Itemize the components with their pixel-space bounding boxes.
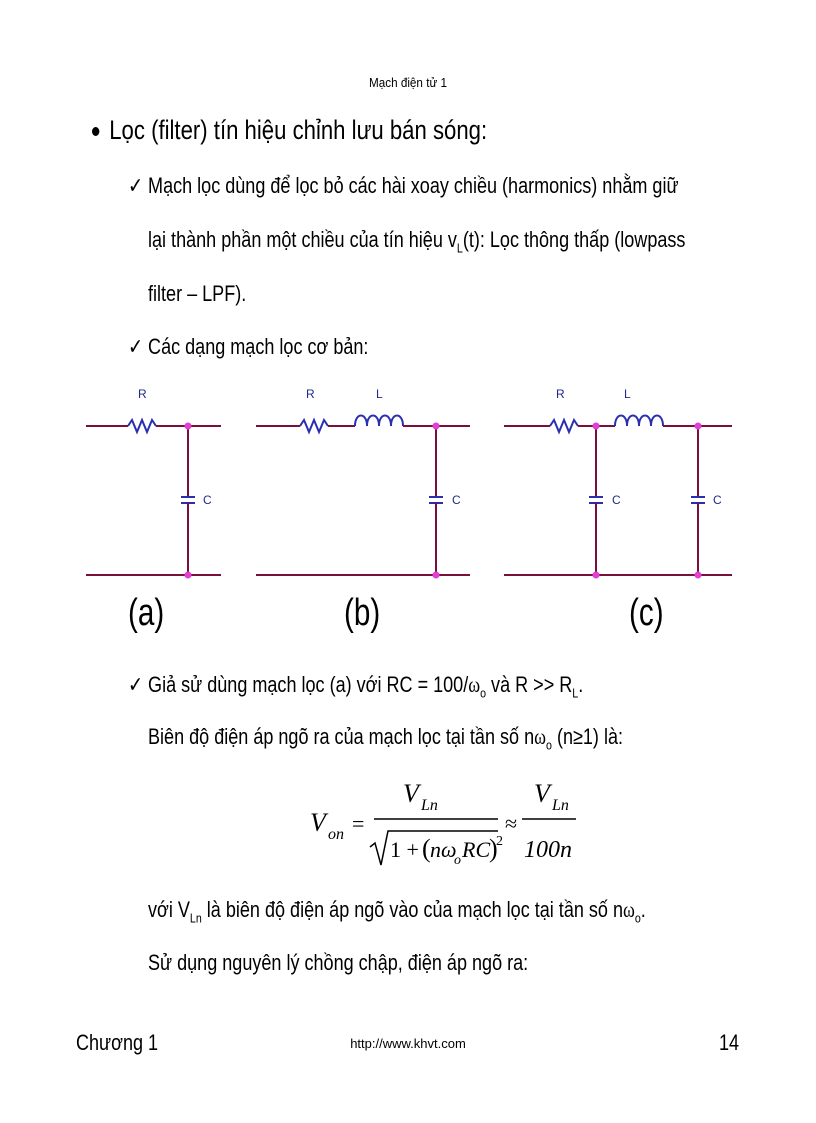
footer-page-number: 14	[719, 1030, 740, 1055]
checkmark-icon: ✓	[128, 334, 144, 359]
formula-num-V: V	[403, 779, 419, 808]
label-C-a: C	[203, 493, 212, 507]
formula-num2-Ln: Ln	[552, 797, 569, 814]
footer-chapter: Chương 1	[76, 1030, 159, 1055]
para-3-text: Sử dụng nguyên lý chồng chập, điện áp ngõ ra:	[148, 950, 529, 975]
formula-den: 100n	[524, 837, 572, 863]
para-2-text-b: là biên độ điện áp ngõ vào của mạch lọc tại tần số n	[201, 897, 623, 922]
formula-num-Ln: Ln	[421, 797, 438, 814]
para-1-text-c: 1) là:	[582, 724, 624, 749]
omega-symbol: ω	[468, 672, 481, 697]
para-1-text-b: (n	[551, 724, 573, 749]
subscript-o: o	[480, 685, 487, 701]
item-3-text-b: và R >> R	[486, 672, 573, 697]
para-1-text-a: Biên độ điện áp ngõ ra của mạch lọc tại tần số n	[148, 724, 535, 749]
item-1-line-3	[148, 281, 246, 307]
label-C-c-2: C	[713, 493, 722, 507]
circuit-c	[504, 387, 732, 579]
item-1-text-2a: lại thành phần một chiều của tín hiệu v	[148, 227, 457, 252]
label-R-b: R	[306, 387, 315, 401]
formula-on: on	[328, 826, 344, 843]
label-C-b: C	[452, 493, 461, 507]
checkmark-icon: ✓	[128, 173, 144, 198]
checkmark-icon: ✓	[128, 672, 144, 697]
subscript-o: o	[634, 910, 641, 926]
formula-rparen: )	[489, 834, 498, 863]
item-3-text-c: .	[578, 672, 584, 697]
formula-n-omega: nω	[430, 837, 457, 862]
para-2-text-a: với V	[148, 897, 190, 922]
filter-circuits-diagram	[0, 380, 816, 595]
item-3	[128, 672, 583, 700]
circuit-b	[256, 387, 470, 579]
item-1-text-3: filter – LPF).	[148, 281, 247, 306]
item-1-line-1	[128, 173, 679, 199]
bullet-text: Lọc (filter) tín hiệu chỉnh lưu bán sóng:	[109, 115, 488, 145]
formula-lparen: (	[422, 834, 431, 863]
geq-symbol: ≥	[572, 724, 583, 749]
output-amplitude-formula	[308, 765, 588, 875]
bullet-dot-icon	[92, 127, 99, 136]
paragraph-2	[148, 897, 646, 925]
formula-exp: 2	[496, 834, 503, 849]
formula-approx: ≈	[505, 811, 518, 836]
item-1-text: Mạch lọc dùng để lọc bỏ các hài xoay chiều (harmonics) nhằm giữ	[148, 173, 679, 198]
paragraph-1	[148, 724, 623, 752]
item-2	[128, 334, 368, 360]
subscript-o: o	[545, 737, 552, 753]
caption-c: (c)	[629, 592, 664, 634]
para-2-text-c: .	[640, 897, 646, 922]
footer-url: http://www.khvt.com	[350, 1036, 466, 1051]
item-2-text: Các dạng mạch lọc cơ bản:	[148, 334, 369, 359]
bullet-heading	[92, 115, 487, 146]
subscript-L: L	[456, 240, 463, 256]
subscript-L: L	[572, 685, 579, 701]
label-L-b: L	[376, 387, 383, 401]
label-R-c: R	[556, 387, 565, 401]
page-header: Mạch điện tử 1	[368, 75, 448, 90]
label-C-c-1: C	[612, 493, 621, 507]
caption-b: (b)	[344, 592, 381, 634]
item-1-text-2b: (t): Lọc thông thấp (lowpass	[462, 227, 686, 252]
paragraph-3	[148, 950, 528, 976]
item-1-line-2	[148, 227, 685, 255]
omega-symbol: ω	[534, 724, 546, 749]
caption-a: (a)	[128, 592, 165, 634]
circuit-a	[86, 387, 221, 579]
formula-num2-V: V	[534, 779, 550, 808]
formula-o: o	[454, 853, 461, 868]
formula-one-plus: 1 +	[390, 837, 419, 862]
label-R-a: R	[138, 387, 147, 401]
formula-RC: RC	[462, 837, 491, 862]
formula-V: V	[310, 808, 326, 837]
formula-equals: =	[352, 811, 365, 836]
item-3-text-a: Giả sử dùng mạch lọc (a) với RC = 100/	[148, 672, 469, 697]
label-L-c: L	[624, 387, 631, 401]
subscript-Ln: Ln	[189, 910, 202, 926]
omega-symbol: ω	[622, 897, 635, 922]
